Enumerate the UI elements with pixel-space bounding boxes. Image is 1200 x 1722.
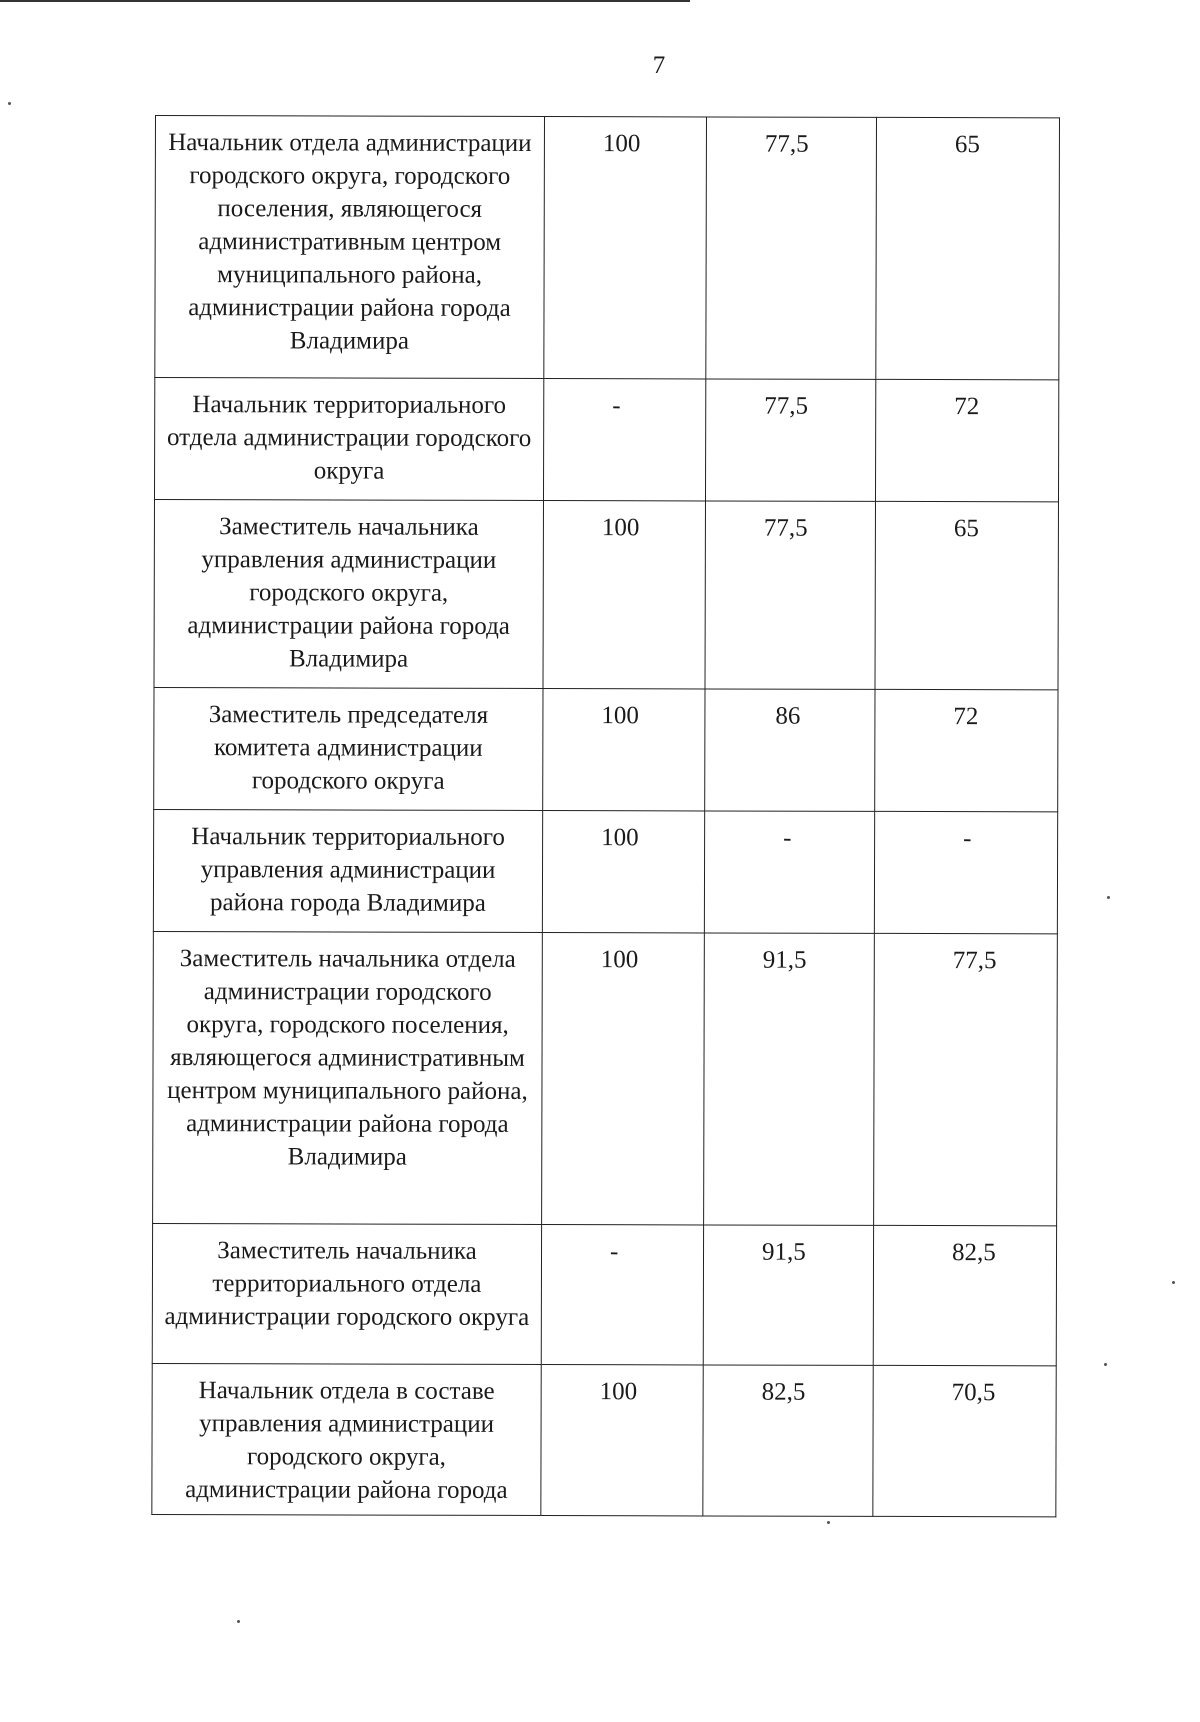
scan-speck <box>1104 1363 1107 1366</box>
value-cell-col2: 100 <box>542 933 705 1225</box>
scan-speck <box>237 1620 240 1623</box>
position-cell: Начальник отдела администрации городского округа, городского поселения, являющегося административным центром муниципального района, администрации района города Владимира <box>155 116 545 379</box>
value-cell-col4: 72 <box>875 379 1058 501</box>
top-edge-line <box>0 0 690 2</box>
position-cell: Начальник территориального отдела администрации городского округа <box>154 378 543 501</box>
value-cell-col3: 77,5 <box>706 117 877 379</box>
position-cell: Заместитель начальника отдела администрации городского округа, городского поселения, являющегося административным центром муниципального района, администрации района города Владимира <box>153 931 543 1224</box>
value-cell-col2: 100 <box>541 1365 703 1516</box>
salary-table-wrapper <box>155 115 1059 1515</box>
scan-speck <box>1172 1281 1175 1284</box>
position-cell: Заместитель начальника управления администрации городского округа, администрации района города Владимира <box>154 500 543 689</box>
position-cell: Начальник территориального управления администрации района города Владимира <box>153 809 542 932</box>
table-row <box>153 809 1057 933</box>
salary-coefficient-table <box>151 115 1060 1517</box>
value-cell-col4: 70,5 <box>873 1365 1056 1516</box>
value-cell-col2: 100 <box>544 117 707 379</box>
value-cell-col2: 100 <box>543 689 705 811</box>
value-cell-col2: 100 <box>542 811 704 933</box>
value-cell-col4: 72 <box>875 689 1058 811</box>
value-cell-col4: 65 <box>876 117 1060 379</box>
page-number: 7 <box>652 52 666 79</box>
value-cell-col3: 91,5 <box>703 1225 873 1365</box>
scan-speck <box>827 1521 830 1524</box>
value-cell-col3: 91,5 <box>704 933 875 1225</box>
table-row <box>152 1223 1056 1365</box>
value-cell-col3: 86 <box>705 689 875 811</box>
value-cell-col3: 77,5 <box>705 501 875 689</box>
table-row <box>154 378 1058 502</box>
value-cell-col2: 100 <box>543 501 705 689</box>
scan-speck <box>1107 896 1110 899</box>
position-cell: Заместитель начальника территориального отдела администрации городского округа <box>152 1223 541 1364</box>
value-cell-col4: - <box>874 811 1057 933</box>
table-row <box>153 931 1058 1225</box>
table-row <box>154 687 1058 811</box>
value-cell-col2: - <box>541 1225 703 1365</box>
value-cell-col3: 82,5 <box>703 1365 873 1516</box>
value-cell-col2: - <box>543 379 705 501</box>
position-cell: Заместитель председателя комитета администрации городского округа <box>154 687 543 810</box>
position-cell: Начальник отдела в составе управления администрации городского округа, администрации района города <box>152 1363 541 1515</box>
value-cell-col3: - <box>704 811 874 933</box>
table-row <box>152 1363 1056 1516</box>
scan-speck <box>8 102 11 105</box>
value-cell-col4: 82,5 <box>873 1225 1056 1365</box>
value-cell-col4: 65 <box>875 501 1058 689</box>
table-row <box>155 116 1060 380</box>
table-row <box>154 500 1058 690</box>
value-cell-col4: 77,5 <box>874 933 1058 1225</box>
value-cell-col3: 77,5 <box>705 379 875 501</box>
